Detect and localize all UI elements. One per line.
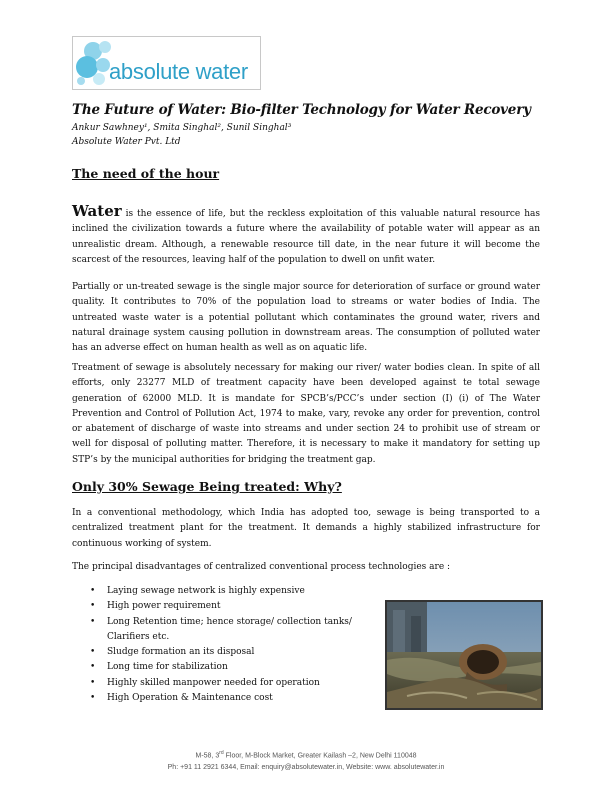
paragraph-sewage-quality: Partially or un-treated sewage is the single major source for deterioration of surface or ground water quality. It contributes to 70% of the population load to streams or water bodies of India. The untreated waste water is a potential pollutant which contaminates the ground water, rivers and natural drainage system causing pollution in downstream areas. The consumption of polluted water has an adverse effect on human health as well as on aquatic life. bbox=[72, 282, 540, 354]
list-item: • High Operation & Maintenance cost bbox=[90, 691, 380, 706]
bullet-icon: • bbox=[90, 586, 96, 596]
list-item: • Laying sewage network is highly expensive bbox=[90, 584, 380, 599]
lead-word: Water bbox=[72, 202, 122, 220]
paragraph-conventional: In a conventional methodology, which India has adopted too, sewage is being transported to a centralized treatment plant for the treatment. It demands a highly stabilized infrastructure for continuous working of system. bbox=[72, 508, 540, 549]
document-title: The Future of Water: Bio-filter Technology for Water Recovery bbox=[72, 102, 531, 118]
paragraph-water-intro bbox=[72, 204, 540, 268]
section-heading-need: The need of the hour bbox=[72, 166, 220, 181]
list-item: • High power requirement bbox=[90, 599, 380, 614]
list-item: • Sludge formation an its disposal bbox=[90, 645, 380, 660]
disadvantages-list bbox=[90, 584, 380, 706]
bullet-icon: • bbox=[90, 616, 96, 627]
paragraph-disadvantages-intro: The principal disadvantages of centralized conventional process technologies are : bbox=[72, 562, 451, 572]
logo-wordmark: absolute water bbox=[109, 59, 248, 84]
paragraph-text: is the essence of life, but the reckless exploitation of this valuable natural resource has inclined the civilization towards a future where the availability of potable water will appear as an unrealistic dream. Although, a renewable resource till date, in the near future it will become the scarcest of the resources, leaving half of the population to dwell on unfit water. bbox=[72, 209, 540, 265]
bullet-icon: • bbox=[90, 647, 96, 658]
bullet-icon: • bbox=[90, 677, 96, 688]
footer-contact: Ph: +91 11 2921 6344, Email: enquiry@absolutewater.in, Website: www. absolutewater.in bbox=[167, 764, 445, 771]
bullet-icon: • bbox=[90, 662, 96, 673]
section-heading-why: Only 30% Sewage Being treated: Why? bbox=[72, 479, 342, 494]
list-item: • Long time for stabilization bbox=[90, 660, 380, 675]
company-line: Absolute Water Pvt. Ltd bbox=[72, 137, 181, 147]
footer-address: M-58, 3rd Floor, M-Block Market, Greater Kailash –2, New Delhi 110048 bbox=[195, 750, 417, 760]
bullet-icon: • bbox=[90, 693, 96, 704]
list-item: • Long Retention time; hence storage/ collection tanks/ Clarifiers etc. bbox=[90, 616, 352, 642]
authors-line: Ankur Sawhney¹, Smita Singhal², Sunil Singhal³ bbox=[72, 123, 292, 133]
sewage-outfall-photo bbox=[385, 600, 543, 710]
bullet-icon: • bbox=[90, 601, 96, 612]
list-item: • Highly skilled manpower needed for operation bbox=[90, 676, 380, 691]
paragraph-treatment-gap: Treatment of sewage is absolutely necessary for making our river/ water bodies clean. In spite of all efforts, only 23277 MLD of treatment capacity have been developed against te total sewage generation of 62000 MLD. It is mandate for SPCB’s/PCC’s under section (I) (i) of The Water Prevention and Control of Pollution Act, 1974 to make, vary, revoke any order for prevention, control or abatement of discharge of waste into streams and under section 24 to prohibit use of stream or well for disposal of polluting matter. Therefore, it is necessary to make it mandatory for setting up STP’s by the municipal authorities for bridging the treatment gap. bbox=[72, 363, 540, 465]
company-logo bbox=[72, 36, 261, 90]
